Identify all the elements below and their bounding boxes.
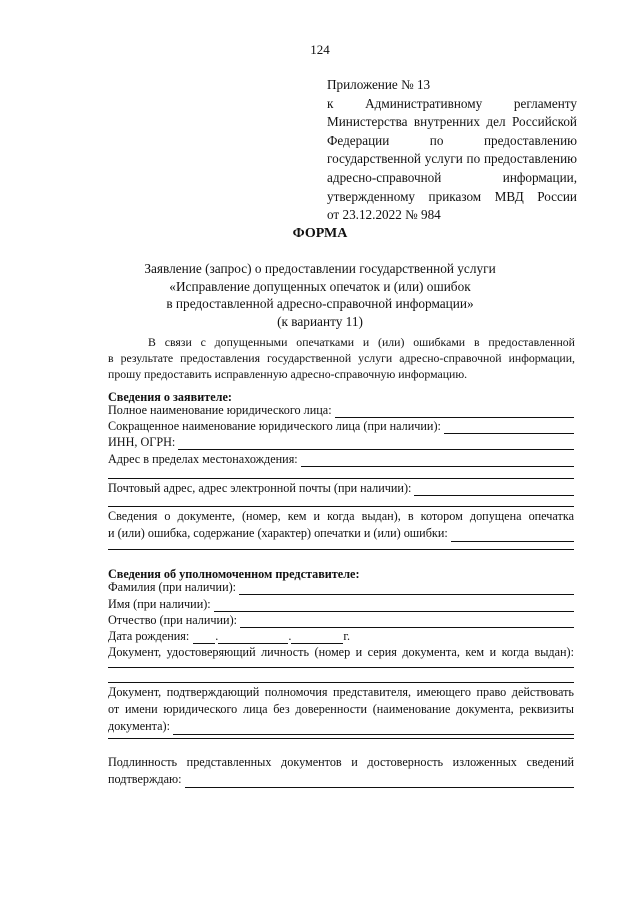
id-document-paragraph [108, 644, 574, 661]
short-name-field[interactable] [444, 422, 574, 434]
name-field[interactable] [214, 600, 574, 612]
birth-year-field[interactable] [291, 632, 343, 644]
inn-row [108, 435, 574, 450]
document-info-row [108, 525, 574, 542]
appendix-line: адресно-справочной информации, [327, 169, 577, 185]
surname-label: Фамилия (при наличии): [108, 580, 237, 594]
intro-line: в результате предоставления государственной услуги адресно-справочной информации, [108, 350, 575, 365]
authority-document-label: документа): [108, 719, 170, 733]
appendix-line: Министерства внутренних дел Российской [327, 114, 577, 130]
date-separator: . [288, 629, 292, 643]
authority-document-field[interactable] [173, 723, 574, 735]
surname-field[interactable] [239, 583, 574, 595]
confirmation-line: Подлинность представленных документов и достоверность изложенных сведений [108, 755, 574, 769]
authority-document-line: от имени юридического лица без доверенности (наименование документа, реквизиты [108, 702, 574, 716]
title-line: Заявление (запрос) о предоставлении государственной услуги [144, 261, 496, 276]
patronymic-label: Отчество (при наличии): [108, 613, 238, 627]
inn-label: ИНН, ОГРН: [108, 435, 176, 449]
confirmation-signature-field[interactable] [185, 776, 575, 788]
postal-field[interactable] [414, 484, 574, 496]
page-number: 124 [310, 42, 330, 57]
appendix-line: от 23.12.2022 № 984 [327, 207, 441, 223]
id-document-field-continued[interactable] [108, 682, 574, 683]
confirmation-paragraph [108, 754, 574, 788]
authority-document-row [108, 718, 574, 735]
surname-row [108, 580, 574, 595]
appendix-line: Федерации по предоставлению [327, 132, 577, 148]
authority-document-line: Документ, подтверждающий полномочия представителя, имеющего право действовать [108, 685, 574, 699]
intro-line: В связи с допущенными опечатками и (или) ошибками в предоставленной [148, 335, 575, 349]
full-name-field[interactable] [335, 406, 574, 418]
authority-document-paragraph [108, 684, 574, 735]
birth-year-suffix: г. [343, 629, 351, 643]
appendix-block [327, 76, 577, 225]
confirmation-label: подтверждаю: [108, 772, 182, 786]
confirmation-row [108, 771, 574, 788]
date-separator: . [215, 629, 219, 643]
id-document-field[interactable] [108, 667, 574, 668]
patronymic-field[interactable] [240, 616, 574, 628]
birth-day-field[interactable] [193, 632, 215, 644]
intro-line: прошу предоставить исправленную адресно-справочную информацию. [108, 366, 468, 381]
authority-document-field-continued[interactable] [108, 738, 574, 739]
applicant-heading: Сведения о заявителе: [108, 390, 232, 404]
appendix-line: к Административному регламенту [327, 95, 577, 111]
address-row [108, 452, 574, 467]
appendix-line: Приложение № 13 [327, 77, 431, 92]
birth-date-label: Дата рождения: [108, 629, 190, 643]
appendix-line: утвержденному приказом МВД России [327, 188, 577, 204]
postal-label: Почтовый адрес, адрес электронной почты (при наличии): [108, 481, 412, 495]
form-title [60, 260, 580, 330]
document-info-label: и (или) ошибка, содержание (характер) опечатки и (или) ошибки: [108, 526, 448, 540]
document-info-field-continued[interactable] [108, 549, 574, 550]
representative-heading: Сведения об уполномоченном представителе: [108, 567, 360, 581]
intro-paragraph [108, 335, 575, 382]
id-document-label: Документ, удостоверяющий личность (номер и серия документа, кем и когда выдан): [108, 645, 574, 659]
postal-field-continued[interactable] [108, 506, 574, 507]
short-name-label: Сокращенное наименование юридического лица (при наличии): [108, 419, 441, 433]
appendix-line: государственной услуги по предоставлению [327, 151, 577, 167]
document-info-line: Сведения о документе, (номер, кем и когда выдан), в котором допущена опечатка [108, 509, 574, 523]
inn-field[interactable] [178, 438, 574, 450]
patronymic-row [108, 613, 574, 628]
name-label: Имя (при наличии): [108, 597, 211, 611]
document-info-field[interactable] [451, 530, 574, 542]
document-info-paragraph [108, 508, 574, 542]
title-line: в предоставленной адресно-справочной информации» [166, 296, 474, 311]
address-field-continued[interactable] [108, 478, 574, 479]
full-name-row [108, 403, 574, 418]
address-label: Адрес в пределах местонахождения: [108, 452, 298, 466]
address-field[interactable] [301, 455, 574, 467]
birth-date-row [108, 629, 350, 644]
name-row [108, 597, 574, 612]
form-label: ФОРМА [292, 226, 348, 241]
short-name-row [108, 419, 574, 434]
title-line: «Исправление допущенных опечаток и (или) ошибок [169, 278, 471, 294]
title-line: (к варианту 11) [277, 313, 363, 329]
full-name-label: Полное наименование юридического лица: [108, 403, 332, 417]
postal-row [108, 481, 574, 496]
birth-month-field[interactable] [218, 632, 288, 644]
